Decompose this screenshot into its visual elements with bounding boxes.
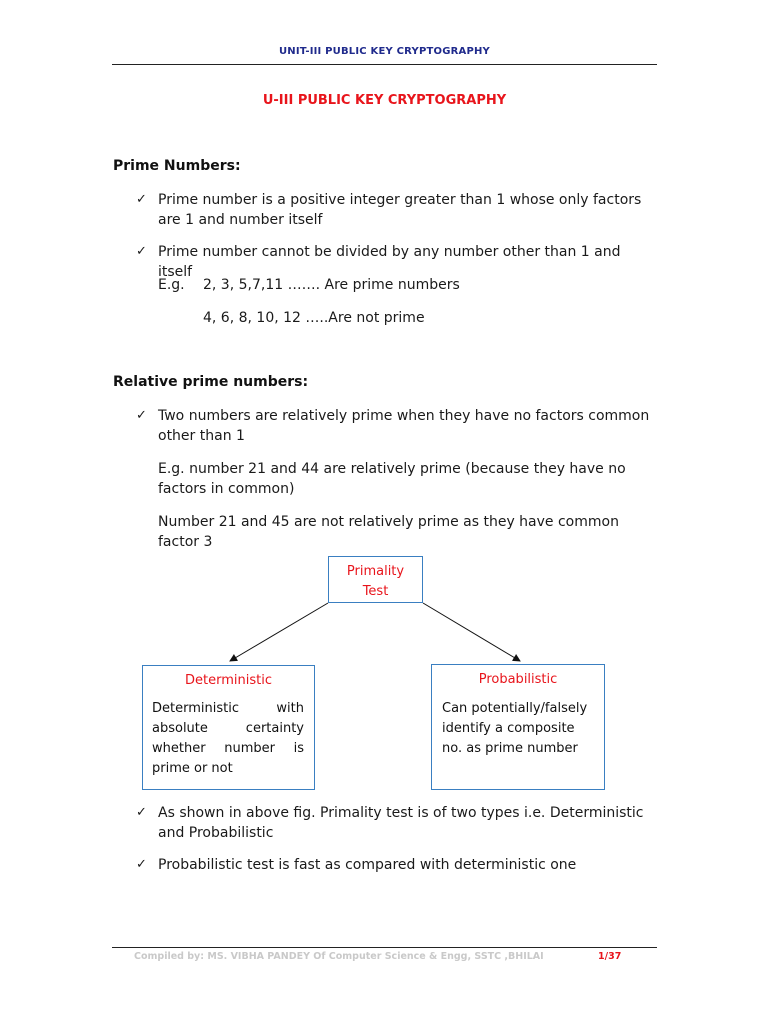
list-item bbox=[136, 855, 656, 875]
arrow-to-deterministic bbox=[230, 603, 328, 661]
section-heading-relative-prime: Relative prime numbers: bbox=[113, 374, 309, 390]
bullet-text: Prime number is a positive integer greater than 1 whose only factors are 1 and number itself bbox=[158, 192, 642, 228]
deterministic-node bbox=[142, 665, 315, 790]
bullet-text: Prime number cannot be divided by any number other than 1 and itself bbox=[158, 244, 621, 280]
list-item bbox=[136, 803, 656, 843]
footer-rule bbox=[112, 947, 657, 948]
running-header: UNIT-III PUBLIC KEY CRYPTOGRAPHY bbox=[278, 46, 490, 57]
page-number: 1/37 bbox=[598, 951, 622, 962]
checkmark-icon: ✓ bbox=[136, 857, 147, 872]
bullet-text: Two numbers are relatively prime when they have no factors common other than 1 bbox=[158, 408, 650, 444]
header-rule bbox=[112, 64, 657, 65]
deterministic-description: Deterministic with absolute certainty whether number is prime or not bbox=[152, 701, 304, 776]
list-item bbox=[136, 190, 656, 230]
checkmark-icon: ✓ bbox=[136, 408, 147, 423]
deterministic-title: Deterministic bbox=[185, 673, 272, 688]
primality-test-label: Primality Test bbox=[346, 564, 405, 599]
footer-credit: Compiled by: MS. VIBHA PANDEY Of Computer Science & Engg, SSTC ,BHILAI bbox=[134, 951, 544, 962]
probabilistic-title: Probabilistic bbox=[478, 672, 558, 687]
bullet-text: Probabilistic test is fast as compared with deterministic one bbox=[158, 857, 577, 873]
example-label: E.g. bbox=[158, 277, 185, 293]
checkmark-icon: ✓ bbox=[136, 805, 147, 820]
relative-prime-counter-example: Number 21 and 45 are not relatively prime as they have common factor 3 bbox=[158, 514, 619, 550]
checkmark-icon: ✓ bbox=[136, 244, 147, 259]
bullet-text: As shown in above fig. Primality test is of two types i.e. Deterministic and Probabilistic bbox=[158, 805, 644, 841]
section-heading-prime-numbers: Prime Numbers: bbox=[113, 158, 241, 174]
document-title: U-III PUBLIC KEY CRYPTOGRAPHY bbox=[262, 93, 507, 108]
relative-prime-example: E.g. number 21 and 44 are relatively prime (because they have no factors in common) bbox=[158, 461, 626, 497]
example-primes: 2, 3, 5,7,11 ……. Are prime numbers bbox=[203, 277, 460, 293]
probabilistic-node bbox=[431, 664, 605, 790]
primality-test-node bbox=[328, 556, 423, 603]
checkmark-icon: ✓ bbox=[136, 192, 147, 207]
example-not-primes: 4, 6, 8, 10, 12 …..Are not prime bbox=[203, 310, 425, 326]
list-item bbox=[136, 406, 656, 446]
probabilistic-description: Can potentially/falsely identify a composite no. as prime number bbox=[442, 701, 588, 756]
arrow-to-probabilistic bbox=[423, 603, 520, 661]
